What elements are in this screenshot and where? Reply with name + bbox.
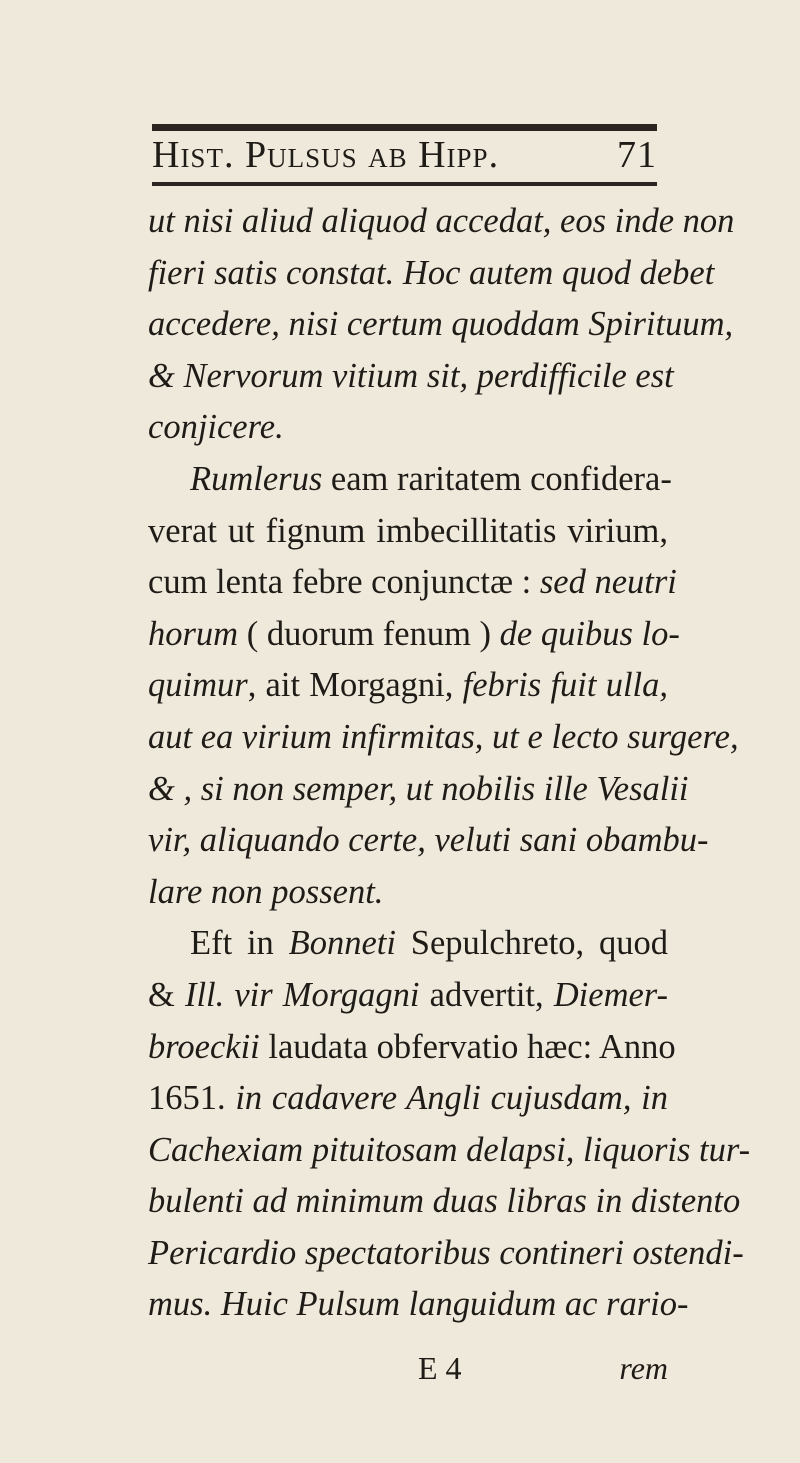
- text-line: [148, 351, 674, 403]
- text-segment: Bonneti: [288, 924, 396, 963]
- text-segment: advertit,: [419, 975, 554, 1014]
- text-line: [148, 402, 668, 454]
- text-segment: cum lenta febre conjunctæ :: [148, 563, 540, 602]
- text-segment: lare non possent.: [148, 872, 384, 911]
- text-line: [148, 764, 689, 816]
- text-segment: Rumlerus: [190, 459, 323, 498]
- text-line: [148, 1279, 689, 1331]
- body-text: [148, 196, 751, 1331]
- text-segment: vir, aliquando certe, veluti sani obambu-: [148, 821, 709, 860]
- text-line: [148, 660, 668, 712]
- page-number: 71: [617, 134, 657, 176]
- text-segment: conjicere.: [148, 408, 284, 447]
- running-header: [152, 128, 657, 182]
- text-line: [148, 1073, 668, 1125]
- page-footer: [148, 1350, 668, 1394]
- text-line: [148, 454, 672, 506]
- text-segment: , ait Morgagni,: [247, 666, 463, 705]
- text-line: [148, 1228, 744, 1280]
- text-line: [148, 867, 668, 919]
- text-segment: Cachexiam pituitosam delapsi, liquoris tur-: [148, 1130, 751, 1169]
- text-segment: fieri satis constat. Hoc autem quod debet: [148, 253, 715, 292]
- text-segment: Diemer-: [553, 975, 669, 1014]
- text-line: [148, 506, 668, 558]
- text-segment: febris fuit ulla,: [462, 666, 668, 705]
- text-segment: Sepulchreto, quod: [395, 924, 668, 963]
- text-segment: & Nervorum vitium sit, perdifficile est: [148, 356, 674, 395]
- text-segment: de quibus lo-: [499, 614, 680, 653]
- text-segment: Pericardio spectatoribus contineri ostendi-: [148, 1233, 744, 1272]
- text-segment: bulenti ad minimum duas libras in distento: [148, 1182, 741, 1221]
- text-segment: aut ea virium infirmitas, ut e lecto surgere,: [148, 717, 739, 756]
- text-line: [148, 815, 709, 867]
- text-line: [148, 918, 668, 970]
- text-segment: &: [148, 975, 185, 1014]
- text-line: [148, 712, 739, 764]
- text-line: [148, 1176, 741, 1228]
- text-segment: Eft in: [190, 924, 289, 963]
- text-segment: broeckii: [148, 1027, 260, 1066]
- text-segment: sed neutri: [539, 563, 677, 602]
- text-segment: Ill. vir Morgagni: [184, 975, 420, 1014]
- text-segment: in cadavere Angli cujusdam, in: [235, 1079, 668, 1118]
- text-segment: mus. Huic Pulsum languidum ac rario-: [148, 1285, 689, 1324]
- text-segment: ut nisi aliud aliquod accedat, eos inde non: [148, 202, 735, 240]
- text-line: [148, 1022, 676, 1074]
- text-segment: laudata obfervatio hæc: Anno: [259, 1027, 676, 1066]
- running-title: Hist. Pulsus ab Hipp.: [152, 134, 500, 176]
- header-rule-bottom: [152, 182, 657, 186]
- text-segment: ( duorum fenum ): [238, 614, 500, 653]
- text-line: [148, 609, 680, 661]
- text-line: [148, 299, 734, 351]
- catchword: rem: [619, 1350, 668, 1386]
- text-line: [148, 1125, 751, 1177]
- signature-mark: E 4: [418, 1350, 462, 1386]
- text-segment: eam raritatem confidera-: [322, 459, 672, 498]
- text-segment: quimur: [148, 666, 248, 705]
- text-line: [148, 196, 735, 248]
- text-segment: verat ut fignum imbecillitatis virium,: [148, 511, 668, 550]
- text-segment: horum: [148, 614, 239, 653]
- text-line: [148, 248, 715, 300]
- text-line: [148, 557, 677, 609]
- text-segment: & , si non semper, ut nobilis ille Vesalii: [148, 769, 689, 808]
- text-line: [148, 970, 668, 1022]
- text-segment: 1651.: [148, 1079, 236, 1118]
- text-segment: accedere, nisi certum quoddam Spirituum,: [148, 305, 734, 344]
